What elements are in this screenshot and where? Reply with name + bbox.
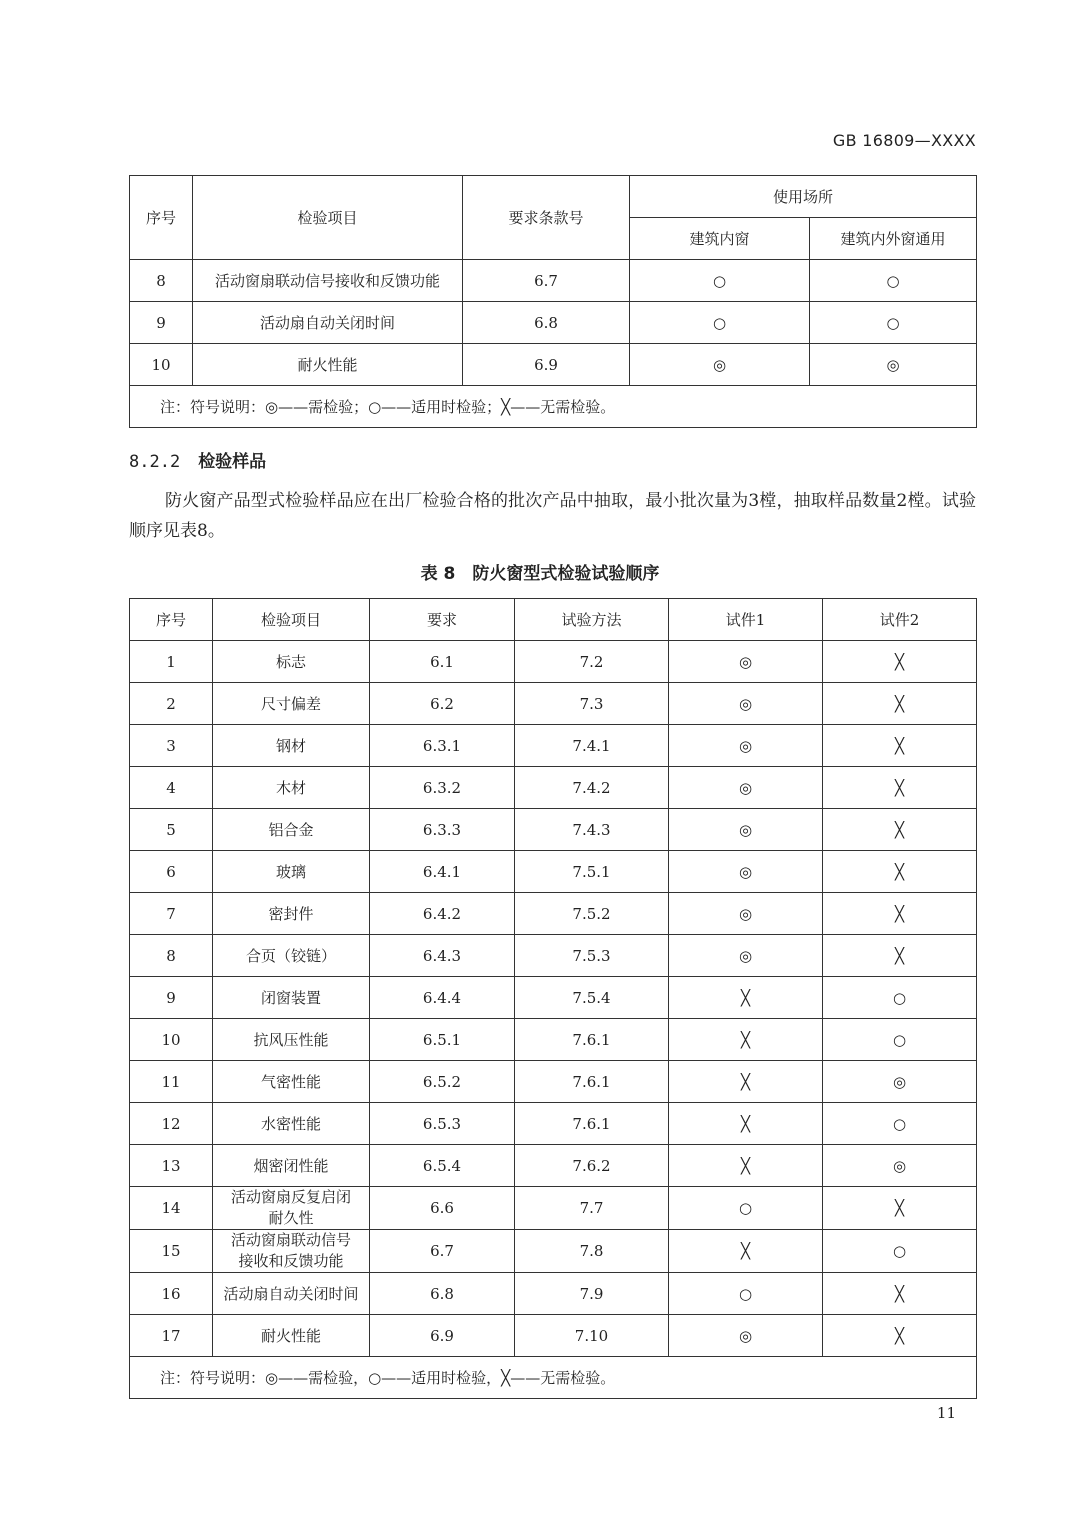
header-specimen-2: 试件2 xyxy=(823,599,977,641)
header-method: 试验方法 xyxy=(515,599,669,641)
cell-method: 7.5.2 xyxy=(515,893,669,935)
cell-seq: 16 xyxy=(130,1273,213,1315)
header-item: 检验项目 xyxy=(193,176,463,260)
cell-item: 钢材 xyxy=(213,725,370,767)
cell-req: 6.4.1 xyxy=(370,851,515,893)
cell-specimen-2: ○ xyxy=(823,1103,977,1145)
cell-specimen-1: ◎ xyxy=(669,1315,823,1357)
cell-specimen-2: ╳ xyxy=(823,641,977,683)
cell-specimen-1: ◎ xyxy=(669,725,823,767)
cell-item: 水密性能 xyxy=(213,1103,370,1145)
cell-specimen-1: ◎ xyxy=(669,809,823,851)
cell-specimen-1: ╳ xyxy=(669,977,823,1019)
cell-seq: 8 xyxy=(130,935,213,977)
table-row xyxy=(130,1103,977,1145)
cell-item-line-2: 接收和反馈功能 xyxy=(238,1252,344,1270)
test-sequence-table xyxy=(129,598,977,1399)
header-seq: 序号 xyxy=(130,599,213,641)
table-row xyxy=(130,935,977,977)
cell-specimen-1: ○ xyxy=(669,1273,823,1315)
page-number: 11 xyxy=(936,1404,956,1422)
table-row xyxy=(130,851,977,893)
cell-both: ◎ xyxy=(810,344,977,386)
cell-method: 7.5.4 xyxy=(515,977,669,1019)
header-clause: 要求条款号 xyxy=(463,176,630,260)
cell-item: 铝合金 xyxy=(213,809,370,851)
cell-specimen-1: ◎ xyxy=(669,851,823,893)
cell-seq: 11 xyxy=(130,1061,213,1103)
cell-req: 6.3.2 xyxy=(370,767,515,809)
header-seq: 序号 xyxy=(130,176,193,260)
cell-req: 6.3.3 xyxy=(370,809,515,851)
cell-req: 6.4.2 xyxy=(370,893,515,935)
cell-specimen-1: ╳ xyxy=(669,1103,823,1145)
table-row xyxy=(130,1273,977,1315)
cell-req: 6.4.4 xyxy=(370,977,515,1019)
cell-item-line-1: 活动窗扇反复启闭 xyxy=(230,1188,351,1206)
cell-seq: 5 xyxy=(130,809,213,851)
cell-specimen-1: ◎ xyxy=(669,893,823,935)
cell-req: 6.3.1 xyxy=(370,725,515,767)
cell-seq: 8 xyxy=(130,260,193,302)
cell-specimen-2: ╳ xyxy=(823,1315,977,1357)
cell-specimen-1: ◎ xyxy=(669,935,823,977)
cell-specimen-2: ╳ xyxy=(823,851,977,893)
cell-method: 7.4.1 xyxy=(515,725,669,767)
cell-specimen-1: ◎ xyxy=(669,641,823,683)
cell-item: 标志 xyxy=(213,641,370,683)
cell-item-line-1: 活动窗扇联动信号 xyxy=(230,1231,351,1249)
cell-specimen-2: ╳ xyxy=(823,809,977,851)
cell-specimen-1: ╳ xyxy=(669,1019,823,1061)
cell-req: 6.8 xyxy=(370,1273,515,1315)
cell-specimen-2: ○ xyxy=(823,1019,977,1061)
inspection-table-continued xyxy=(129,175,977,428)
cell-specimen-1: ╳ xyxy=(669,1230,823,1273)
cell-method: 7.6.1 xyxy=(515,1061,669,1103)
cell-req: 6.5.1 xyxy=(370,1019,515,1061)
cell-item: 密封件 xyxy=(213,893,370,935)
cell-method: 7.4.2 xyxy=(515,767,669,809)
table-row xyxy=(130,1019,977,1061)
cell-seq: 14 xyxy=(130,1187,213,1230)
cell-seq: 15 xyxy=(130,1230,213,1273)
cell-indoor: ○ xyxy=(630,302,810,344)
table-row xyxy=(130,893,977,935)
table-row xyxy=(130,302,977,344)
cell-specimen-2: ╳ xyxy=(823,683,977,725)
cell-method: 7.2 xyxy=(515,641,669,683)
cell-item: 活动扇自动关闭时间 xyxy=(193,302,463,344)
cell-method: 7.5.3 xyxy=(515,935,669,977)
cell-specimen-1: ○ xyxy=(669,1187,823,1230)
cell-item: 活动窗扇联动信号接收和反馈功能 xyxy=(193,260,463,302)
cell-method: 7.6.2 xyxy=(515,1145,669,1187)
cell-indoor: ◎ xyxy=(630,344,810,386)
table-row xyxy=(130,1230,977,1273)
cell-req: 6.1 xyxy=(370,641,515,683)
cell-seq: 1 xyxy=(130,641,213,683)
cell-item: 烟密闭性能 xyxy=(213,1145,370,1187)
cell-item: 耐火性能 xyxy=(213,1315,370,1357)
table-row xyxy=(130,260,977,302)
cell-specimen-2: ╳ xyxy=(823,935,977,977)
cell-method: 7.6.1 xyxy=(515,1103,669,1145)
table-row xyxy=(130,641,977,683)
cell-specimen-1: ◎ xyxy=(669,767,823,809)
cell-both: ○ xyxy=(810,302,977,344)
table-caption: 表 8 防火窗型式检验试验顺序 xyxy=(420,564,660,584)
cell-req: 6.7 xyxy=(370,1230,515,1273)
cell-method: 7.9 xyxy=(515,1273,669,1315)
header-specimen-1: 试件1 xyxy=(669,599,823,641)
document-code: GB 16809—XXXX xyxy=(832,131,976,150)
table-row xyxy=(130,725,977,767)
table-row xyxy=(130,1315,977,1357)
cell-seq: 9 xyxy=(130,302,193,344)
cell-specimen-2: ○ xyxy=(823,977,977,1019)
cell-item xyxy=(213,1230,370,1273)
table-row xyxy=(130,683,977,725)
cell-seq: 3 xyxy=(130,725,213,767)
cell-item: 耐火性能 xyxy=(193,344,463,386)
cell-item: 尺寸偏差 xyxy=(213,683,370,725)
cell-req: 6.2 xyxy=(370,683,515,725)
table-row xyxy=(130,977,977,1019)
cell-method: 7.5.1 xyxy=(515,851,669,893)
cell-item-line-2: 耐久性 xyxy=(268,1209,314,1227)
cell-seq: 12 xyxy=(130,1103,213,1145)
cell-item: 抗风压性能 xyxy=(213,1019,370,1061)
cell-item: 木材 xyxy=(213,767,370,809)
cell-seq: 6 xyxy=(130,851,213,893)
cell-specimen-2: ◎ xyxy=(823,1145,977,1187)
cell-seq: 9 xyxy=(130,977,213,1019)
cell-req: 6.4.3 xyxy=(370,935,515,977)
cell-seq: 10 xyxy=(130,344,193,386)
cell-req: 6.5.4 xyxy=(370,1145,515,1187)
cell-req: 6.6 xyxy=(370,1187,515,1230)
cell-specimen-2: ◎ xyxy=(823,1061,977,1103)
section-number: 8.2.2 xyxy=(129,452,181,472)
table-note: 注：符号说明：◎——需检验；○——适用时检验；╳——无需检验。 xyxy=(130,386,977,428)
cell-specimen-1: ◎ xyxy=(669,683,823,725)
header-req: 要求 xyxy=(370,599,515,641)
table-row xyxy=(130,809,977,851)
cell-method: 7.8 xyxy=(515,1230,669,1273)
header-both: 建筑内外窗通用 xyxy=(810,218,977,260)
table-row xyxy=(130,767,977,809)
cell-specimen-2: ╳ xyxy=(823,767,977,809)
cell-method: 7.10 xyxy=(515,1315,669,1357)
table-row xyxy=(130,344,977,386)
header-scene: 使用场所 xyxy=(630,176,977,218)
cell-item: 气密性能 xyxy=(213,1061,370,1103)
cell-specimen-2: ╳ xyxy=(823,1273,977,1315)
cell-indoor: ○ xyxy=(630,260,810,302)
cell-specimen-2: ╳ xyxy=(823,893,977,935)
cell-seq: 10 xyxy=(130,1019,213,1061)
cell-specimen-2: ○ xyxy=(823,1230,977,1273)
cell-item: 玻璃 xyxy=(213,851,370,893)
cell-specimen-1: ╳ xyxy=(669,1061,823,1103)
cell-seq: 7 xyxy=(130,893,213,935)
header-item: 检验项目 xyxy=(213,599,370,641)
cell-method: 7.3 xyxy=(515,683,669,725)
cell-seq: 4 xyxy=(130,767,213,809)
cell-seq: 2 xyxy=(130,683,213,725)
cell-item: 合页（铰链） xyxy=(213,935,370,977)
section-paragraph: 防火窗产品型式检验样品应在出厂检验合格的批次产品中抽取，最小批次量为3樘，抽取样品数量2樘。试验顺序见表8。 xyxy=(129,491,976,541)
cell-req: 6.5.3 xyxy=(370,1103,515,1145)
table-note: 注：符号说明：◎——需检验，○——适用时检验，╳——无需检验。 xyxy=(130,1357,977,1399)
section-heading xyxy=(129,447,266,472)
table-row xyxy=(130,1187,977,1230)
cell-seq: 17 xyxy=(130,1315,213,1357)
table-row xyxy=(130,1061,977,1103)
cell-clause: 6.7 xyxy=(463,260,630,302)
cell-method: 7.6.1 xyxy=(515,1019,669,1061)
cell-specimen-2: ╳ xyxy=(823,725,977,767)
cell-specimen-2: ╳ xyxy=(823,1187,977,1230)
cell-item: 闭窗装置 xyxy=(213,977,370,1019)
cell-specimen-1: ╳ xyxy=(669,1145,823,1187)
cell-clause: 6.8 xyxy=(463,302,630,344)
cell-req: 6.9 xyxy=(370,1315,515,1357)
cell-method: 7.7 xyxy=(515,1187,669,1230)
cell-item xyxy=(213,1187,370,1230)
cell-seq: 13 xyxy=(130,1145,213,1187)
section-title: 检验样品 xyxy=(198,452,267,472)
cell-clause: 6.9 xyxy=(463,344,630,386)
cell-method: 7.4.3 xyxy=(515,809,669,851)
cell-req: 6.5.2 xyxy=(370,1061,515,1103)
cell-both: ○ xyxy=(810,260,977,302)
header-indoor: 建筑内窗 xyxy=(630,218,810,260)
cell-item: 活动扇自动关闭时间 xyxy=(213,1273,370,1315)
table-row xyxy=(130,1145,977,1187)
